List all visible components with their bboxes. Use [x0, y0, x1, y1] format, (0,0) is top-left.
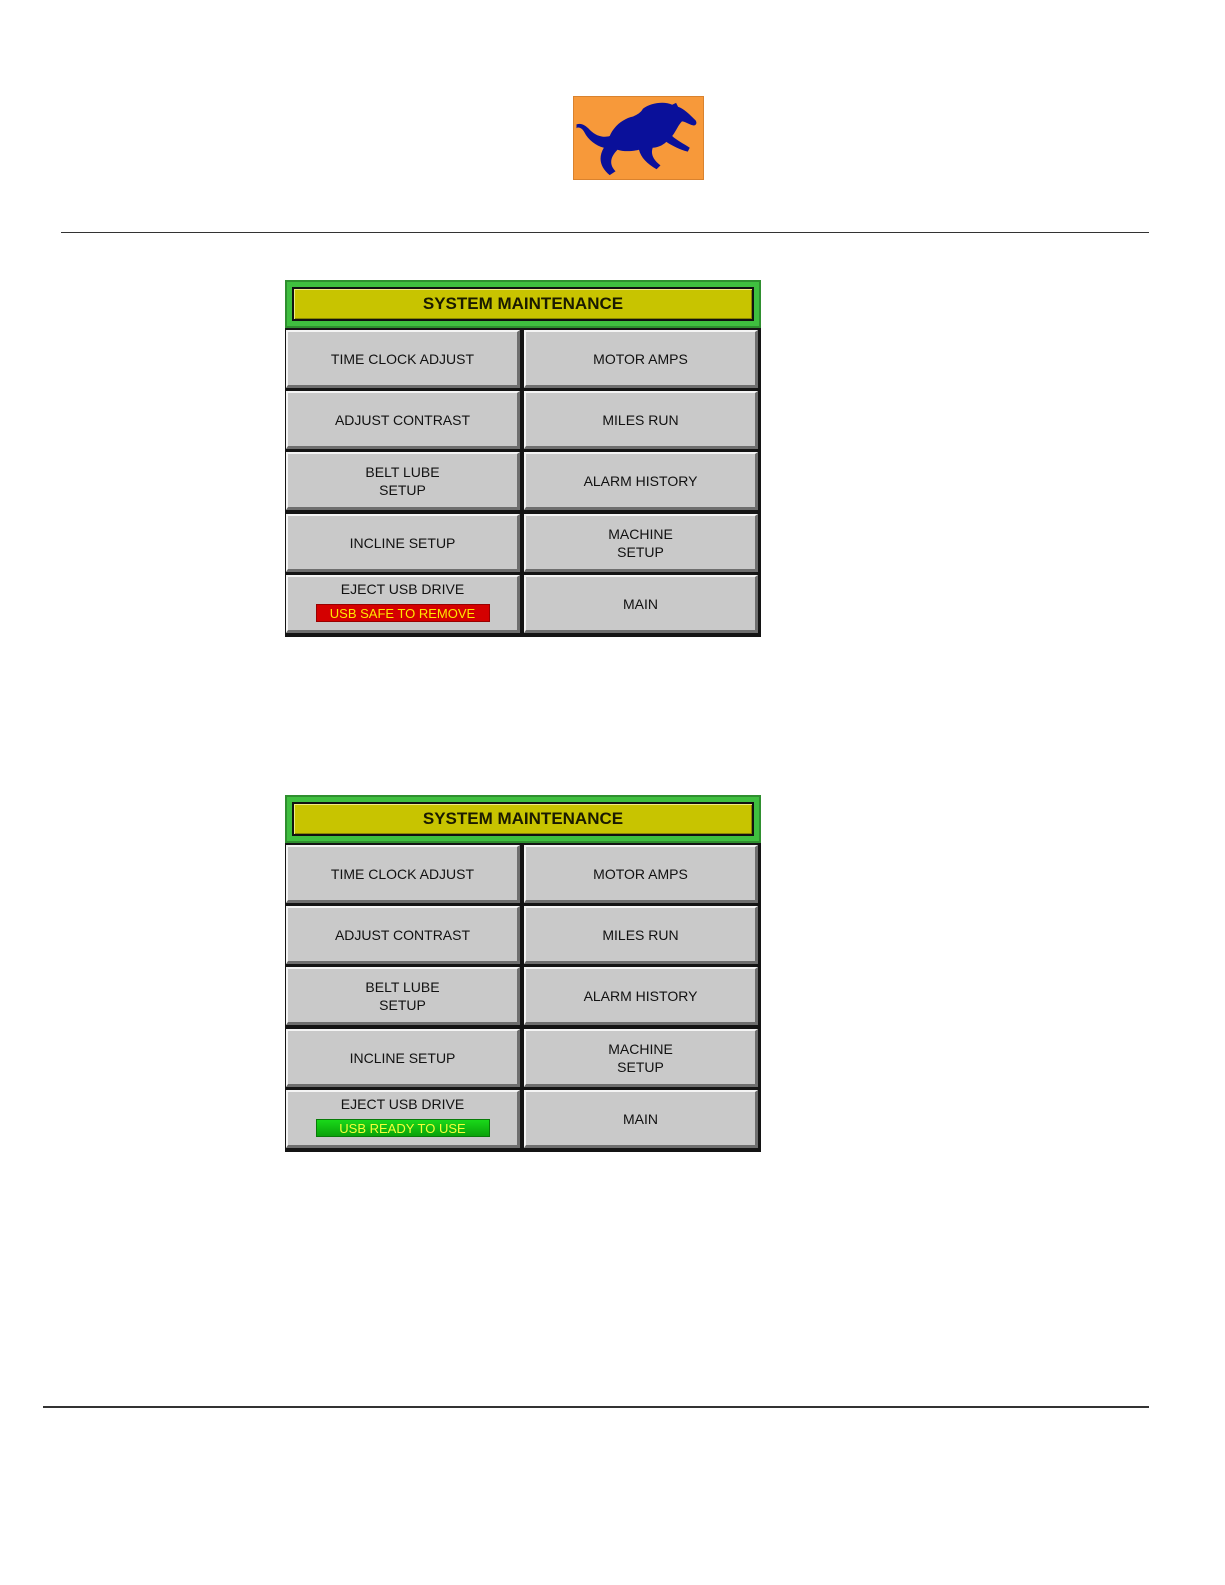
belt-lube-setup-button[interactable] — [286, 452, 520, 510]
usb-status-indicator: USB SAFE TO REMOVE — [316, 604, 490, 622]
belt-lube-label-line2: SETUP — [379, 481, 426, 498]
adjust-contrast-button[interactable]: ADJUST CONTRAST — [286, 906, 520, 964]
alarm-history-button[interactable]: ALARM HISTORY — [524, 967, 758, 1025]
system-maintenance-panel — [285, 280, 761, 637]
main-button[interactable]: MAIN — [524, 1090, 758, 1148]
incline-setup-button[interactable]: INCLINE SETUP — [286, 1029, 520, 1087]
miles-run-button[interactable]: MILES RUN — [524, 906, 758, 964]
time-clock-adjust-button[interactable]: TIME CLOCK ADJUST — [286, 845, 520, 903]
title-frame — [285, 280, 761, 328]
incline-setup-button[interactable]: INCLINE SETUP — [286, 514, 520, 572]
time-clock-adjust-button[interactable]: TIME CLOCK ADJUST — [286, 330, 520, 388]
running-horse-icon — [574, 97, 703, 179]
usb-status-indicator: USB READY TO USE — [316, 1119, 490, 1137]
eject-usb-drive-label: EJECT USB DRIVE — [340, 580, 465, 597]
panel-title: SYSTEM MAINTENANCE — [292, 287, 754, 321]
footer-divider — [43, 1406, 1149, 1408]
miles-run-button[interactable]: MILES RUN — [524, 391, 758, 449]
main-button[interactable]: MAIN — [524, 575, 758, 633]
panel-title: SYSTEM MAINTENANCE — [292, 802, 754, 836]
title-frame — [285, 795, 761, 843]
eject-usb-drive-button[interactable] — [286, 575, 520, 633]
machine-setup-label-line2: SETUP — [617, 1058, 664, 1075]
header-divider — [61, 232, 1149, 233]
eject-usb-drive-label: EJECT USB DRIVE — [340, 1095, 465, 1112]
machine-setup-button[interactable] — [524, 1029, 758, 1087]
eject-usb-drive-button[interactable] — [286, 1090, 520, 1148]
motor-amps-button[interactable]: MOTOR AMPS — [524, 330, 758, 388]
belt-lube-label-line1: BELT LUBE — [365, 463, 440, 480]
adjust-contrast-button[interactable]: ADJUST CONTRAST — [286, 391, 520, 449]
machine-setup-label-line1: MACHINE — [608, 525, 673, 542]
belt-lube-label-line1: BELT LUBE — [365, 978, 440, 995]
company-logo — [573, 96, 704, 180]
motor-amps-button[interactable]: MOTOR AMPS — [524, 845, 758, 903]
machine-setup-label-line2: SETUP — [617, 543, 664, 560]
machine-setup-button[interactable] — [524, 514, 758, 572]
belt-lube-label-line2: SETUP — [379, 996, 426, 1013]
alarm-history-button[interactable]: ALARM HISTORY — [524, 452, 758, 510]
system-maintenance-panel — [285, 795, 761, 1152]
machine-setup-label-line1: MACHINE — [608, 1040, 673, 1057]
belt-lube-setup-button[interactable] — [286, 967, 520, 1025]
